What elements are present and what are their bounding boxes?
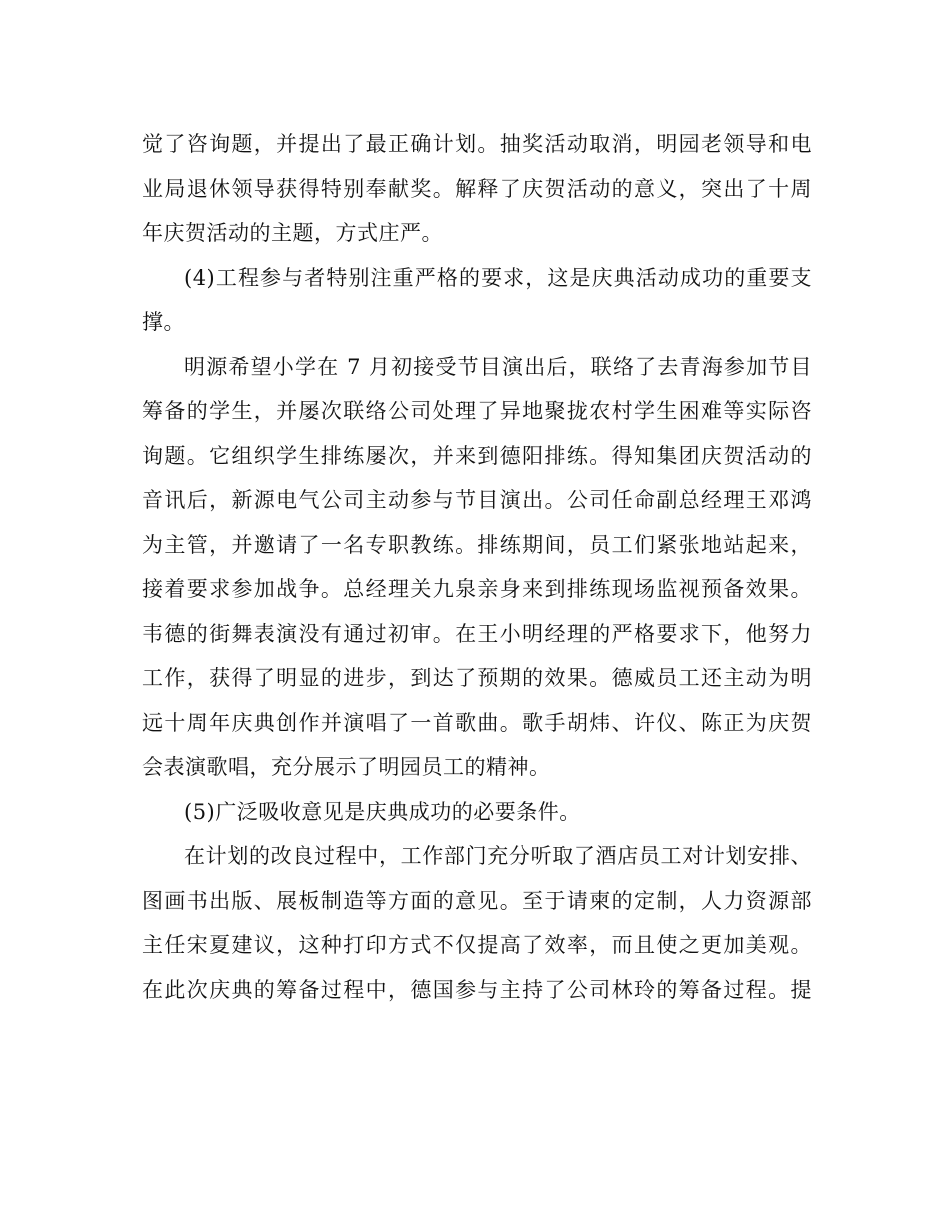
text-line: 为主管，并邀请了一名专职教练。排练期间，员工们紧张地站起来， <box>142 532 812 557</box>
text-line: 业局退休领导获得特别奉献奖。解释了庆贺活动的意义，突出了十周 <box>142 176 812 201</box>
text-line: 接着要求参加战争。总经理关九泉亲身来到排练现场监视预备效果。 <box>142 577 812 601</box>
paragraph-start: 明源希望小学在 7 月初接受节目演出后，联络了去青海参加节目 <box>184 354 812 379</box>
text-line: 主任宋夏建议，这种打印方式不仅提高了效率，而且使之更加美观。 <box>142 933 812 957</box>
text-line: 在此次庆典的筹备过程中，德国参与主持了公司林玲的筹备过程。提 <box>142 977 812 1002</box>
text-line: 询题。它组织学生排练屡次，并来到德阳排练。得知集团庆贺活动的 <box>142 443 812 468</box>
text-line: 图画书出版、展板制造等方面的意见。至于请柬的定制，人力资源部 <box>142 888 812 913</box>
text-line: 韦德的街舞表演没有通过初审。在王小明经理的严格要求下，他努力 <box>142 621 812 646</box>
document-body <box>142 122 812 1012</box>
text-line: 音讯后，新源电气公司主动参与节目演出。公司任命副总经理王邓鸿 <box>142 488 812 512</box>
section-heading-4: (4)工程参与者特别注重严格的要求，这是庆典活动成功的重要支 <box>184 265 812 290</box>
text-line: 远十周年庆典创作并演唱了一首歌曲。歌手胡炜、许仪、陈正为庆贺 <box>142 710 812 735</box>
text-line: 工作，获得了明显的进步，到达了预期的效果。德威员工还主动为明 <box>142 666 812 690</box>
text-line: 年庆贺活动的主题，方式庄严。 <box>142 221 443 245</box>
text-line: 筹备的学生，并屡次联络公司处理了异地聚拢农村学生困难等实际咨 <box>142 399 812 423</box>
text-line: 觉了咨询题，并提出了最正确计划。抽奖活动取消，明园老领导和电 <box>142 132 812 156</box>
section-heading-5: (5)广泛吸收意见是庆典成功的必要条件。 <box>184 799 581 824</box>
paragraph-start: 在计划的改良过程中，工作部门充分听取了酒店员工对计划安排、 <box>184 844 812 868</box>
text-line: 撑。 <box>142 310 185 334</box>
text-line: 会表演歌唱，充分展示了明园员工的精神。 <box>142 755 551 779</box>
